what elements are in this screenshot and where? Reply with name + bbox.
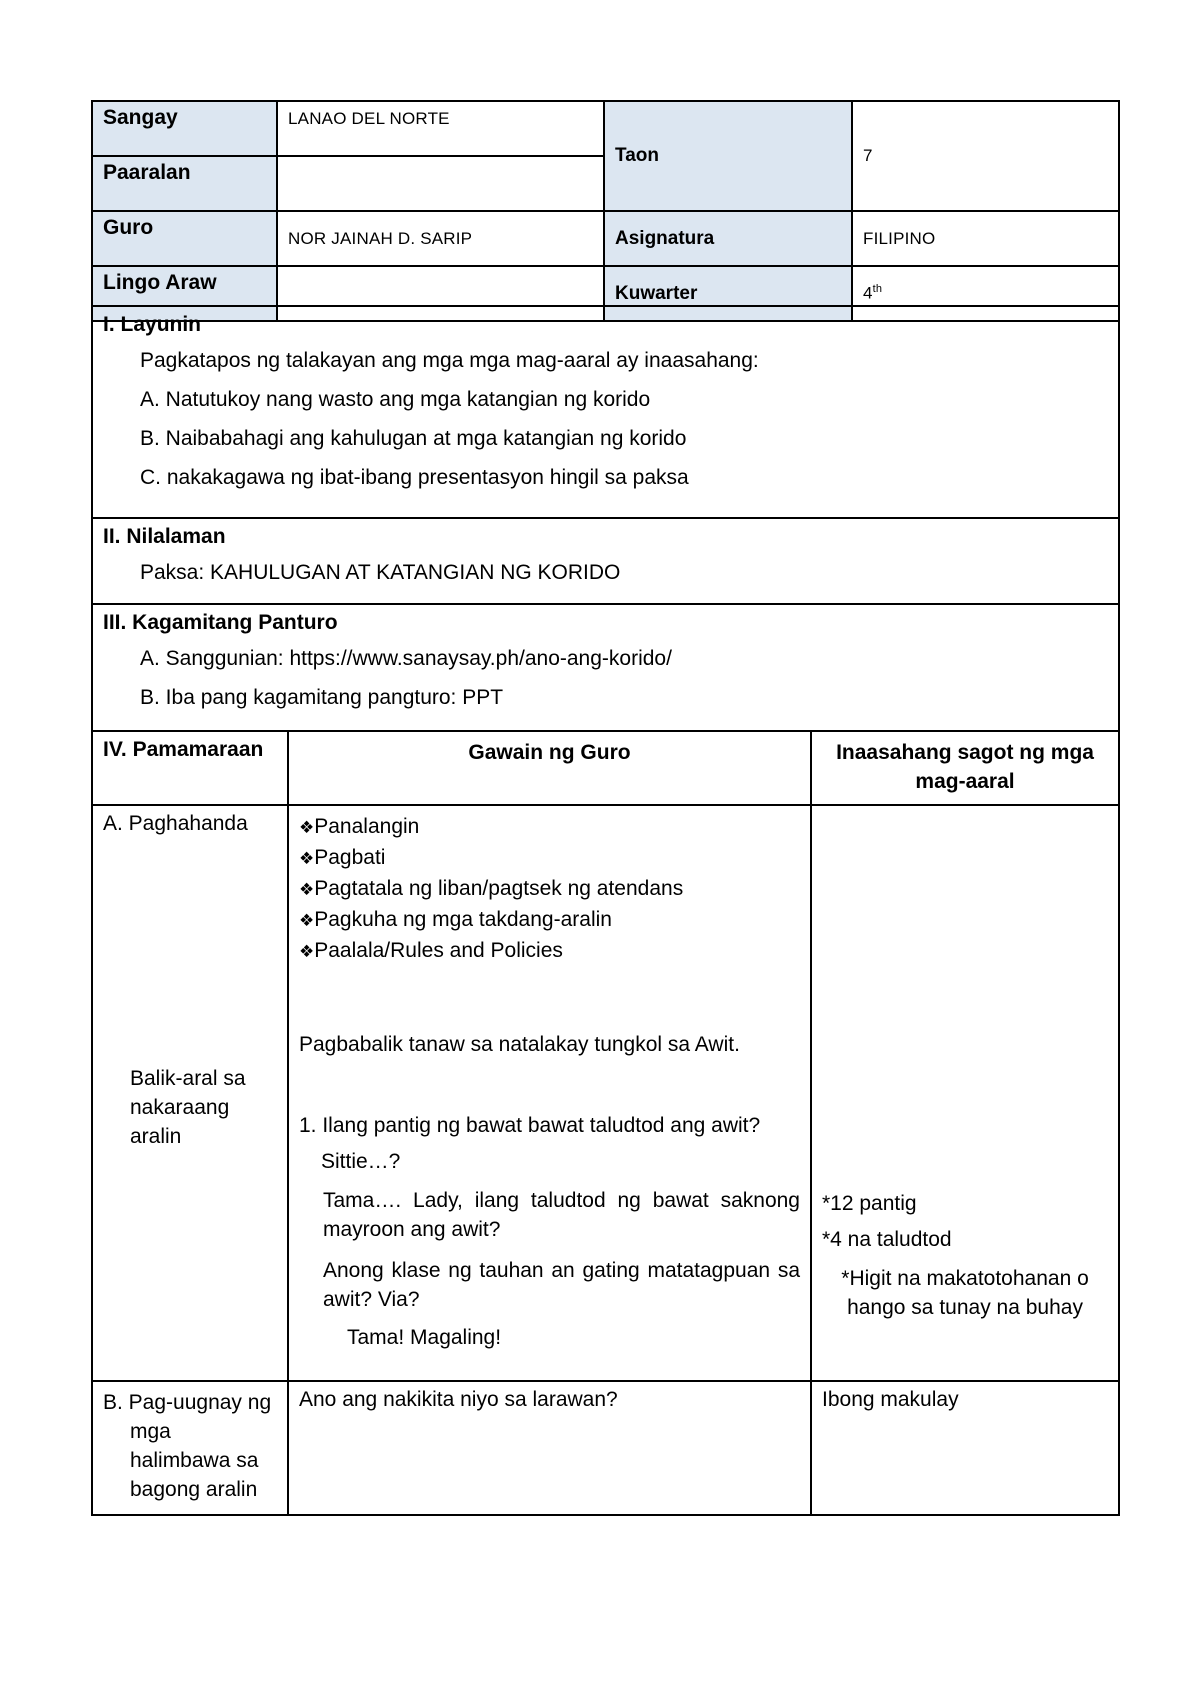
guro-value: NOR JAINAH D. SARIP bbox=[277, 211, 604, 266]
balik-aral-intro: Pagbabalik tanaw sa natalakay tungkol sa Awit. bbox=[299, 1033, 740, 1056]
paghahanda-sagot-cell bbox=[811, 805, 1119, 1381]
sagot-header-cell bbox=[811, 731, 1119, 805]
answer-12-pantig: *12 pantig bbox=[822, 1192, 917, 1215]
pamamaraan-header-cell bbox=[92, 731, 288, 805]
activity-item: ❖ Panalangin bbox=[299, 812, 800, 843]
guro-label: Guro bbox=[92, 211, 277, 266]
paaralan-value bbox=[277, 156, 604, 211]
gawain-col-header: Gawain ng Guro bbox=[468, 741, 631, 764]
nilalaman-paksa: Paksa: KAHULUGAN AT KATANGIAN NG KORIDO bbox=[140, 561, 621, 584]
nilalaman-title: II. Nilalaman bbox=[103, 525, 226, 548]
pag-uugnay-label: B. Pag-uugnay ng mga halimbawa sa bagong aralin bbox=[103, 1391, 272, 1501]
gawain-header-cell bbox=[288, 731, 811, 805]
tama-lady-question: Tama…. Lady, ilang taludtod ng bawat saknong mayroon ang awit? bbox=[323, 1189, 800, 1241]
anong-klase-question: Anong klase ng tauhan an gating matatagpuan sa awit? Via? bbox=[323, 1259, 800, 1311]
activity-item: ❖ Pagtatala ng liban/pagtsek ng atendans bbox=[299, 874, 800, 905]
answer-4-taludtod: *4 na taludtod bbox=[822, 1228, 952, 1251]
sagot-col-header: Inaasahang sagot ng mga mag-aaral bbox=[836, 741, 1094, 793]
kuwarter-suffix: th bbox=[872, 283, 883, 296]
preliminary-activities-list bbox=[299, 812, 800, 967]
kagamitan-section bbox=[92, 604, 1119, 731]
answer-makatotohanan: *Higit na makatotohanan o hango sa tunay na buhay bbox=[841, 1267, 1089, 1319]
header-table bbox=[91, 100, 1120, 322]
balik-aral-label: Balik-aral sa nakaraang aralin bbox=[130, 1067, 246, 1148]
activity-item: ❖ Pagkuha ng mga takdang-aralin bbox=[299, 905, 800, 936]
paghahanda-gawain-cell bbox=[288, 805, 811, 1381]
activity-item: ❖ Paalala/Rules and Policies bbox=[299, 936, 800, 967]
pag-uugnay-answer: Ibong makulay bbox=[822, 1388, 959, 1411]
activity-item: ❖ Pagbati bbox=[299, 843, 800, 874]
taon-value: 7 bbox=[852, 101, 1119, 211]
question-1: 1. Ilang pantig ng bawat bawat taludtod ang awit? bbox=[299, 1114, 761, 1137]
sangay-label: Sangay bbox=[92, 101, 277, 156]
paghahanda-label: A. Paghahanda bbox=[103, 812, 248, 835]
pag-uugnay-label-cell bbox=[92, 1381, 288, 1515]
lingo-araw-label: Lingo Araw bbox=[92, 266, 277, 321]
layunin-section bbox=[92, 306, 1119, 518]
pag-uugnay-gawain-cell bbox=[288, 1381, 811, 1515]
nilalaman-section bbox=[92, 518, 1119, 604]
lesson-plan-table bbox=[91, 305, 1120, 1516]
asignatura-label: Asignatura bbox=[604, 211, 852, 266]
layunin-item-b: B. Naibabahagi ang kahulugan at mga katangian ng korido bbox=[140, 427, 687, 450]
pag-uugnay-sagot-cell bbox=[811, 1381, 1119, 1515]
paghahanda-label-cell bbox=[92, 805, 288, 1381]
sangay-value: LANAO DEL NORTE bbox=[277, 101, 604, 156]
kagamitan-title: III. Kagamitang Panturo bbox=[103, 611, 338, 634]
kagamitan-iba-pa: B. Iba pang kagamitang pangturo: PPT bbox=[140, 686, 504, 709]
layunin-title: I. Layunin bbox=[103, 313, 202, 336]
layunin-item-c: C. nakakagawa ng ibat-ibang presentasyon hingil sa paksa bbox=[140, 466, 689, 489]
sittie-prompt: Sittie…? bbox=[321, 1150, 401, 1173]
taon-label: Taon bbox=[604, 101, 852, 211]
kuwarter-number: 4 bbox=[863, 283, 873, 303]
pag-uugnay-question: Ano ang nakikita niyo sa larawan? bbox=[299, 1388, 618, 1411]
paaralan-label: Paaralan bbox=[92, 156, 277, 211]
layunin-intro: Pagkatapos ng talakayan ang mga mga mag-aaral ay inaasahang: bbox=[140, 349, 759, 372]
tama-magaling-remark: Tama! Magaling! bbox=[347, 1326, 502, 1349]
pamamaraan-col-header: IV. Pamamaraan bbox=[103, 738, 264, 761]
asignatura-value: FILIPINO bbox=[852, 211, 1119, 266]
kagamitan-sanggunian: A. Sanggunian: https://www.sanaysay.ph/ano-ang-korido/ bbox=[140, 647, 672, 670]
layunin-item-a: A. Natutukoy nang wasto ang mga katangian ng korido bbox=[140, 388, 651, 411]
kuwarter-label: Kuwarter bbox=[604, 266, 852, 321]
